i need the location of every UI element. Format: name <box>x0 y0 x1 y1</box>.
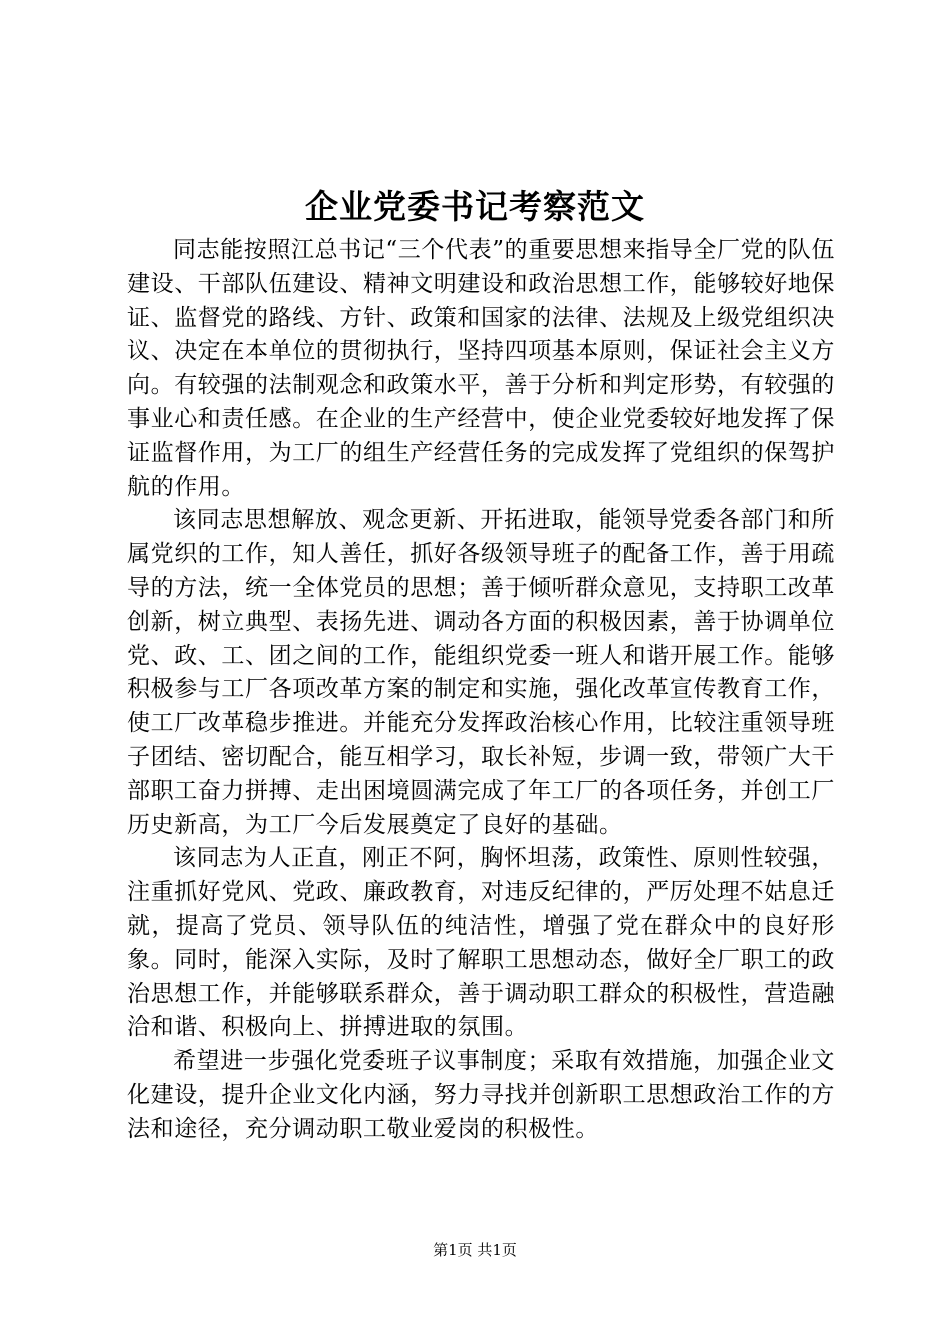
paragraph-2: 该同志思想解放、观念更新、开拓进取，能领导党委各部门和所属党织的工作，知人善任，抓好各级领导班子的配备工作，善于用疏导的方法，统一全体党员的思想；善于倾听群众意见，支持职工改革创新，树立典型、表扬先进、调动各方面的积极因素，善于协调单位党、政、工、团之间的工作，能组织党委一班人和谐开展工作。能够积极参与工厂各项改革方案的制定和实施，强化改革宣传教育工作，使工厂改革稳步推进。并能充分发挥政治核心作用，比较注重领导班子团结、密切配合，能互相学习，取长补短，步调一致，带领广大干部职工奋力拼搏、走出困境圆满完成了年工厂的各项任务，并创工厂历史新高，为工厂今后发展奠定了良好的基础。 <box>127 507 835 838</box>
document-title: 企业党委书记考察范文 <box>305 187 645 226</box>
paragraph-3: 该同志为人正直，刚正不阿，胸怀坦荡，政策性、原则性较强，注重抓好党风、党政、廉政教育，对违反纪律的，严厉处理不姑息迁就，提高了党员、领导队伍的纯洁性，增强了党在群众中的良好形象。同时，能深入实际，及时了解职工思想动态，做好全厂职工的政治思想工作，并能够联系群众，善于调动职工群众的积极性，营造融洽和谐、积极向上、拼搏进取的氛围。 <box>127 845 835 1041</box>
paragraph-4: 希望进一步强化党委班子议事制度；采取有效措施，加强企业文化建设，提升企业文化内涵，努力寻找并创新职工思想政治工作的方法和途径，充分调动职工敬业爱岗的积极性。 <box>127 1048 835 1142</box>
paragraph-1: 同志能按照江总书记“三个代表”的重要思想来指导全厂党的队伍建设、干部队伍建设、精神文明建设和政治思想工作，能够较好地保证、监督党的路线、方针、政策和国家的法律、法规及上级党组织决议、决定在本单位的贯彻执行，坚持四项基本原则，保证社会主义方向。有较强的法制观念和政策水平，善于分析和判定形势，有较强的事业心和责任感。在企业的生产经营中，使企业党委较好地发挥了保证监督作用，为工厂的组生产经营任务的完成发挥了党组织的保驾护航的作用。 <box>127 237 835 500</box>
page-number-footer: 第1页 共1页 <box>433 1241 517 1259</box>
document-body <box>127 234 835 1147</box>
